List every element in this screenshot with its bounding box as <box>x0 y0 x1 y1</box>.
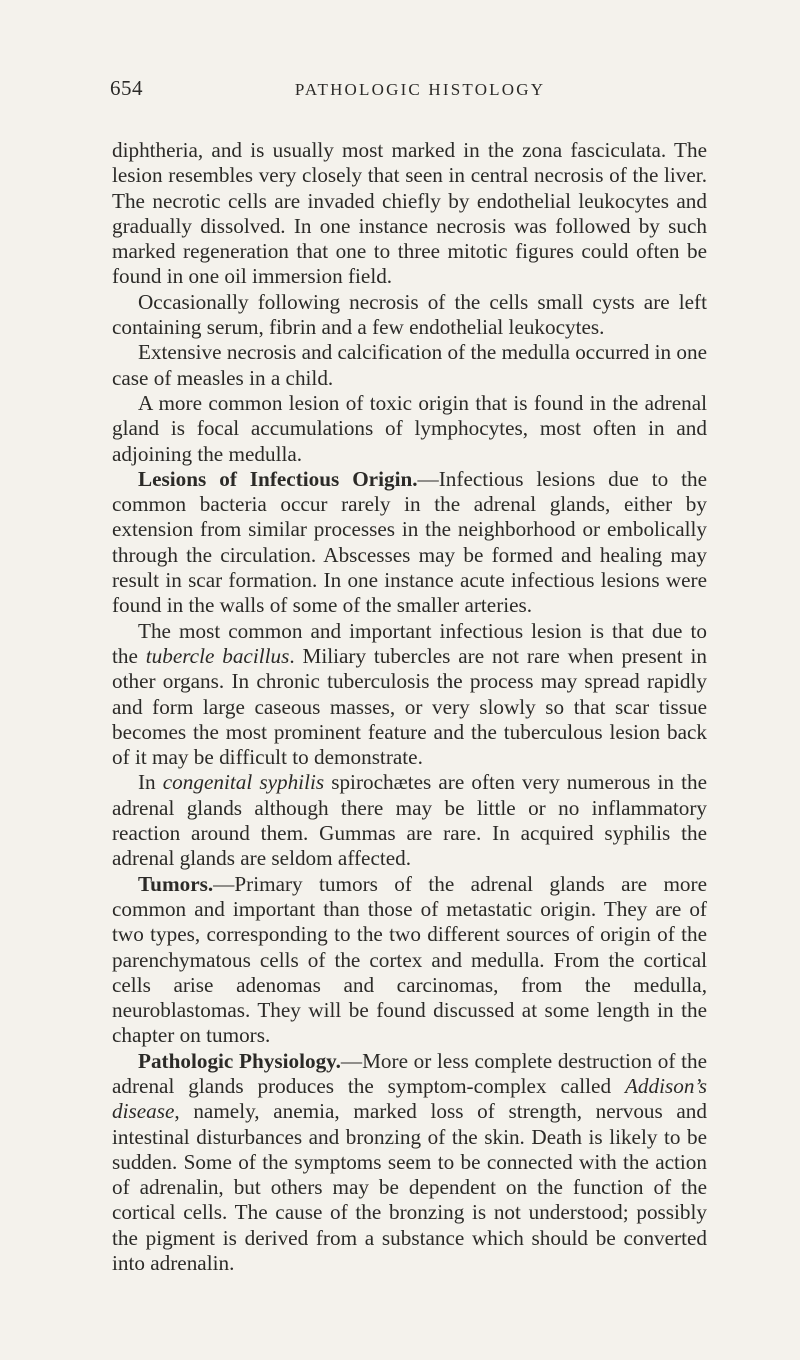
paragraph: Lesions of Infectious Origin.—Infectious lesions due to the common bacteria occur rarely in the adrenal glands, either by extension from similar processes in the neighborhood or embolically through the circulation. Abscesses may be formed and healing may result in scar formation. In one instance acute infectious lesions were found in the walls of some of the smaller arteries. <box>112 466 708 618</box>
paragraph: Pathologic Physiology.—More or less complete destruction of the adrenal glands produces the symptom-complex called Addison’s disease, namely, anemia, marked loss of strength, nervous and intestinal disturbances and bronzing of the skin. Death is likely to be sudden. Some of the symptoms seem to be connected with the action of adrenalin, but others may be dependent on the function of the cortical cells. The cause of the bronzing is not understood; possibly the pigment is derived from a substance which should be converted into adrenalin. <box>112 1048 707 1276</box>
paragraph: A more common lesion of toxic origin that is found in the adrenal gland is focal accumulations of lymphocytes, most often in and adjoining the medulla. <box>112 390 707 466</box>
italic-term: congenital syphilis <box>162 770 325 795</box>
section-heading: Lesions of Infectious Origin. <box>138 466 418 491</box>
italic-term: tubercle bacillus <box>145 643 290 668</box>
page-number: 654 <box>110 76 143 100</box>
paragraph: diphtheria, and is usually most marked in the zona fasciculata. The lesion resembles very closely that seen in central necrosis of the liver. The necrotic cells are invaded chiefly by endothelial leukocytes and gradually dissolved. In one instance necrosis was followed by such marked regeneration that one to three mitotic figures could often be found in one oil immersion field. <box>112 138 707 289</box>
paragraph: Tumors.—Primary tumors of the adrenal glands are more common and important than those of metastatic origin. They are of two types, corresponding to the two different sources of origin of the parenchymatous cells of the cortex and medulla. From the cortical cells arise adenomas and carcinomas, from the medulla, neuroblastomas. They will be found discussed at some length in the chapter on tumors. <box>112 871 707 1048</box>
paragraph: Occasionally following necrosis of the cells small cysts are left containing serum, fibrin and a few endothelial leukocytes. <box>112 289 707 340</box>
paragraph: Extensive necrosis and calcification of the medulla occurred in one case of measles in a child. <box>112 340 707 390</box>
section-heading: Pathologic Physiology. <box>138 1048 341 1073</box>
section-heading: Tumors. <box>138 871 214 896</box>
running-head: PATHOLOGIC HISTOLOGY <box>294 80 546 99</box>
paragraph: In congenital syphilis spirochætes are often very numerous in the adrenal glands although there may be little or no inflammatory reaction around them. Gummas are rare. In acquired syphilis the adrenal glands are seldom affected. <box>112 770 707 871</box>
italic-term: Addison’s disease <box>112 1073 707 1124</box>
body-text <box>112 138 707 1276</box>
paragraph: The most common and important infectious lesion is that due to the tubercle bacillus. Miliary tubercles are not rare when present in other organs. In chronic tuberculosis the process may spread rapidly and form large caseous masses, or very slowly so that scar tissue becomes the most prominent feature and the tuberculous lesion back of it may be difficult to demonstrate. <box>112 618 707 770</box>
